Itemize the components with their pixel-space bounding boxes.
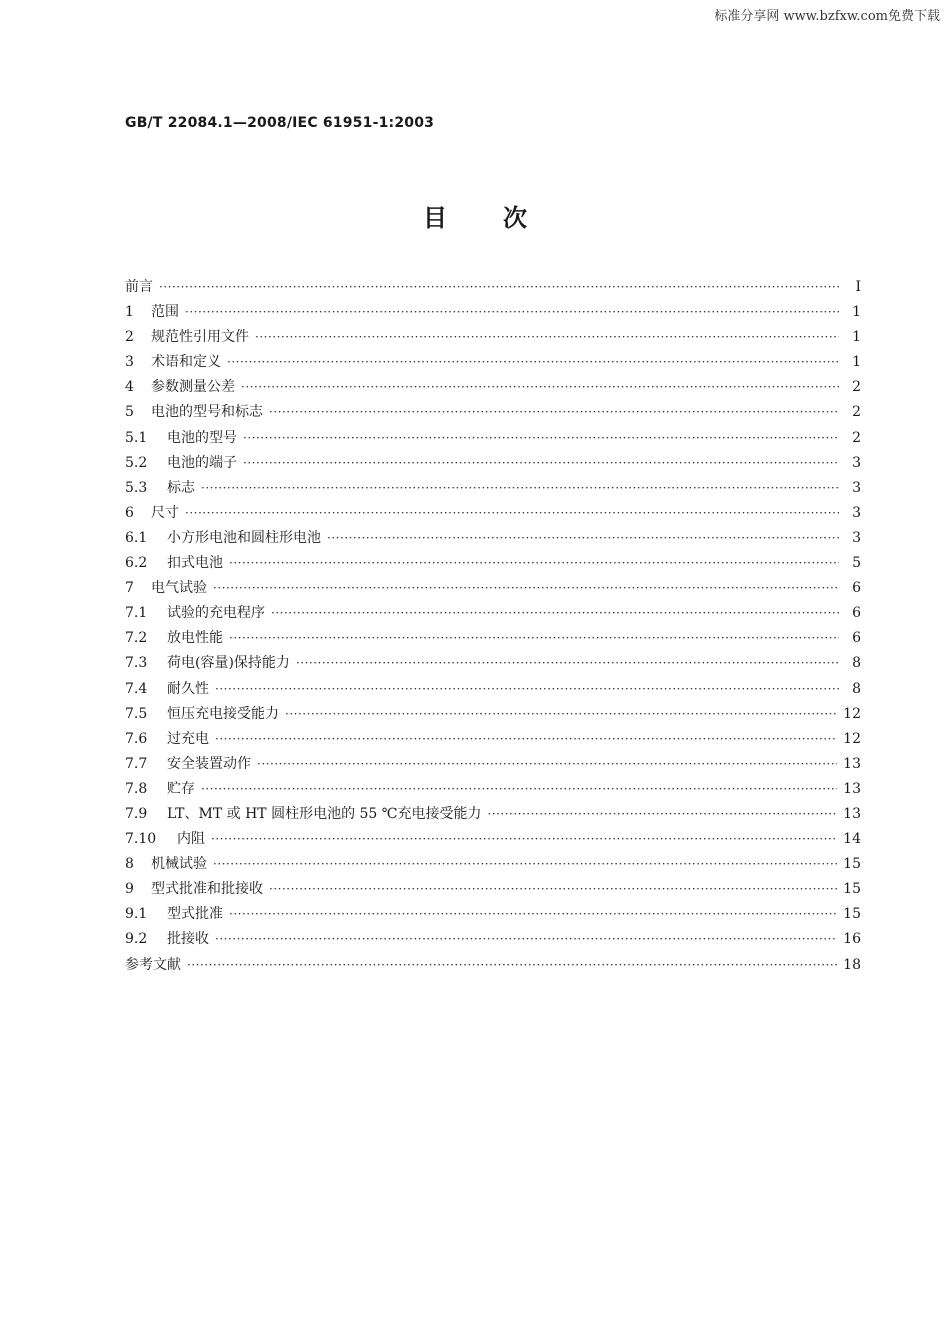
toc-entry-page: 13 — [843, 805, 861, 822]
toc-entry-number: 7.6 — [125, 730, 148, 747]
toc-entry-number: 9 — [125, 881, 134, 898]
toc-entry-label: 参考文献 — [125, 956, 181, 973]
toc-entry-page: 2 — [852, 404, 861, 421]
toc-leader-dots — [159, 275, 839, 300]
toc-entry-number: 2 — [125, 329, 134, 346]
toc-entry[interactable] — [125, 601, 861, 626]
toc-entry-page: 15 — [843, 906, 861, 923]
toc-entry-label: 电气试验 — [151, 580, 207, 597]
toc-entry-number: 4 — [125, 379, 134, 396]
toc-leader-dots — [213, 852, 837, 877]
toc-entry-label: 术语和定义 — [151, 354, 221, 371]
toc-entry-number: 7.8 — [125, 780, 148, 797]
toc-leader-dots — [257, 752, 837, 777]
toc-entry-label: 放电性能 — [167, 630, 223, 647]
toc-entry-page: 12 — [843, 730, 861, 747]
toc-entry[interactable] — [125, 501, 861, 526]
toc-entry[interactable] — [125, 677, 861, 702]
toc-entry-page: 2 — [852, 429, 861, 446]
toc-entry[interactable] — [125, 576, 861, 601]
toc-entry-label: 范围 — [151, 304, 179, 321]
toc-entry-label: 耐久性 — [167, 680, 209, 697]
toc-entry-label: 机械试验 — [151, 856, 207, 873]
toc-entry-label: 过充电 — [167, 730, 209, 747]
toc-entry-number: 5 — [125, 404, 134, 421]
toc-entry-page: 1 — [852, 329, 861, 346]
toc-entry-label: 电池的型号和标志 — [151, 404, 263, 421]
toc-entry-page: 6 — [852, 605, 861, 622]
toc-leader-dots — [285, 702, 837, 727]
toc-entry-number: 7.4 — [125, 680, 148, 697]
toc-leader-dots — [243, 426, 839, 451]
toc-leader-dots — [201, 476, 839, 501]
toc-entry-number: 9.2 — [125, 931, 148, 948]
toc-entry[interactable] — [125, 752, 861, 777]
toc-entry-number: 8 — [125, 856, 134, 873]
toc-entry-page: 15 — [843, 881, 861, 898]
watermark-text: 标准分享网 www.bzfxw.com免费下载 — [714, 9, 940, 24]
toc-entry-page: 1 — [852, 354, 861, 371]
toc-entry[interactable] — [125, 902, 861, 927]
toc-entry-page: 13 — [843, 755, 861, 772]
toc-entry[interactable] — [125, 551, 861, 576]
toc-entry-label: 尺寸 — [151, 504, 179, 521]
toc-entry-label: 贮存 — [167, 780, 195, 797]
toc-entry-number: 3 — [125, 354, 134, 371]
toc-entry[interactable] — [125, 375, 861, 400]
toc-entry-page: 8 — [852, 655, 861, 672]
toc-entry-number: 1 — [125, 304, 134, 321]
toc-entry-label: 电池的端子 — [167, 454, 237, 471]
toc-entry-number: 9.1 — [125, 906, 148, 923]
toc-leader-dots — [215, 677, 839, 702]
toc-leader-dots — [185, 501, 839, 526]
toc-entry-label: 标志 — [167, 479, 195, 496]
toc-leader-dots — [229, 626, 839, 651]
toc-entry-label: 批接收 — [167, 931, 209, 948]
toc-entry-label: 扣式电池 — [167, 555, 223, 572]
toc-entry-page: 12 — [843, 705, 861, 722]
toc-entry-label: 型式批准 — [167, 906, 223, 923]
toc-entry[interactable] — [125, 275, 861, 300]
toc-entry-number: 6 — [125, 504, 134, 521]
toc-entry-label: 型式批准和批接收 — [151, 881, 263, 898]
toc-entry-page: 14 — [843, 831, 861, 848]
toc-entry-page: 6 — [852, 630, 861, 647]
toc-entry-label: 试验的充电程序 — [167, 605, 265, 622]
standard-code: GB/T 22084.1—2008/IEC 61951-1:2003 — [125, 115, 435, 131]
toc-entry-label: 内阻 — [177, 831, 205, 848]
toc-entry[interactable] — [125, 526, 861, 551]
toc-entry[interactable] — [125, 702, 861, 727]
toc-leader-dots — [229, 902, 837, 927]
toc-leader-dots — [255, 325, 839, 350]
toc-leader-dots — [187, 953, 837, 978]
toc-entry-page: 16 — [843, 931, 861, 948]
toc-entry[interactable] — [125, 476, 861, 501]
toc-entry-number: 5.2 — [125, 454, 148, 471]
toc-entry-page: 6 — [852, 580, 861, 597]
toc-entry[interactable] — [125, 400, 861, 425]
toc-entry-number: 7.10 — [125, 831, 157, 848]
toc-entry-number: 7.2 — [125, 630, 148, 647]
toc-entry-number: 7.9 — [125, 805, 148, 822]
toc-entry-number: 6.2 — [125, 555, 148, 572]
toc-entry-page: 3 — [852, 504, 861, 521]
toc-leader-dots — [269, 877, 837, 902]
toc-entry-label: 参数测量公差 — [151, 379, 235, 396]
toc-entry[interactable] — [125, 651, 861, 676]
toc-entry-label: LT、MT 或 HT 圆柱形电池的 55 ℃充电接受能力 — [167, 805, 482, 822]
toc-entry-page: 1 — [852, 304, 861, 321]
toc-entry-page: 5 — [852, 555, 861, 572]
toc-entry-label: 荷电(容量)保持能力 — [167, 655, 290, 672]
toc-entry-label: 安全装置动作 — [167, 755, 251, 772]
toc-leader-dots — [211, 827, 837, 852]
toc-entry[interactable] — [125, 626, 861, 651]
toc-entry-number: 6.1 — [125, 529, 148, 546]
toc-leader-dots — [327, 526, 839, 551]
toc-leader-dots — [201, 777, 837, 802]
toc-leader-dots — [229, 551, 839, 576]
toc-entry-number: 7.7 — [125, 755, 148, 772]
toc-entry[interactable] — [125, 927, 861, 952]
toc-leader-dots — [296, 651, 839, 676]
toc-entry-page: 2 — [852, 379, 861, 396]
toc-entry[interactable] — [125, 802, 861, 827]
toc-entry-label: 电池的型号 — [167, 429, 237, 446]
toc-entry-number: 5.3 — [125, 479, 148, 496]
toc-entry-number: 7.3 — [125, 655, 148, 672]
toc-entry-label: 规范性引用文件 — [151, 329, 249, 346]
toc-entry-page: 3 — [852, 479, 861, 496]
toc-entry-page: 8 — [852, 680, 861, 697]
toc-entry-page: Ⅰ — [855, 279, 861, 295]
toc-entry[interactable] — [125, 350, 861, 375]
toc-entry[interactable] — [125, 877, 861, 902]
toc-leader-dots — [487, 802, 837, 827]
toc-leader-dots — [241, 375, 839, 400]
toc-entry[interactable] — [125, 325, 861, 350]
toc-entry[interactable] — [125, 451, 861, 476]
toc-entry-page: 13 — [843, 780, 861, 797]
toc-entry[interactable] — [125, 777, 861, 802]
toc-entry-page: 15 — [843, 856, 861, 873]
toc-leader-dots — [269, 400, 839, 425]
toc-entry[interactable] — [125, 852, 861, 877]
toc-leader-dots — [215, 927, 837, 952]
toc-entry[interactable] — [125, 426, 861, 451]
toc-entry-number: 5.1 — [125, 429, 148, 446]
toc-leader-dots — [243, 451, 839, 476]
toc-leader-dots — [227, 350, 839, 375]
toc-leader-dots — [271, 601, 839, 626]
toc-entry-number: 7.5 — [125, 705, 148, 722]
toc-entry-number: 7.1 — [125, 605, 148, 622]
toc-entry-page: 18 — [843, 956, 861, 973]
toc-entry-page: 3 — [852, 454, 861, 471]
table-of-contents — [125, 275, 861, 978]
page-title: 目次 — [423, 204, 583, 232]
toc-leader-dots — [185, 300, 839, 325]
toc-entry[interactable] — [125, 727, 861, 752]
toc-leader-dots — [215, 727, 837, 752]
toc-leader-dots — [213, 576, 839, 601]
toc-entry-page: 3 — [852, 529, 861, 546]
toc-entry-label: 恒压充电接受能力 — [167, 705, 279, 722]
toc-entry-label: 前言 — [125, 279, 153, 295]
toc-entry[interactable] — [125, 300, 861, 325]
toc-entry-label: 小方形电池和圆柱形电池 — [167, 529, 321, 546]
toc-entry[interactable] — [125, 953, 861, 978]
toc-entry[interactable] — [125, 827, 861, 852]
toc-entry-number: 7 — [125, 580, 134, 597]
